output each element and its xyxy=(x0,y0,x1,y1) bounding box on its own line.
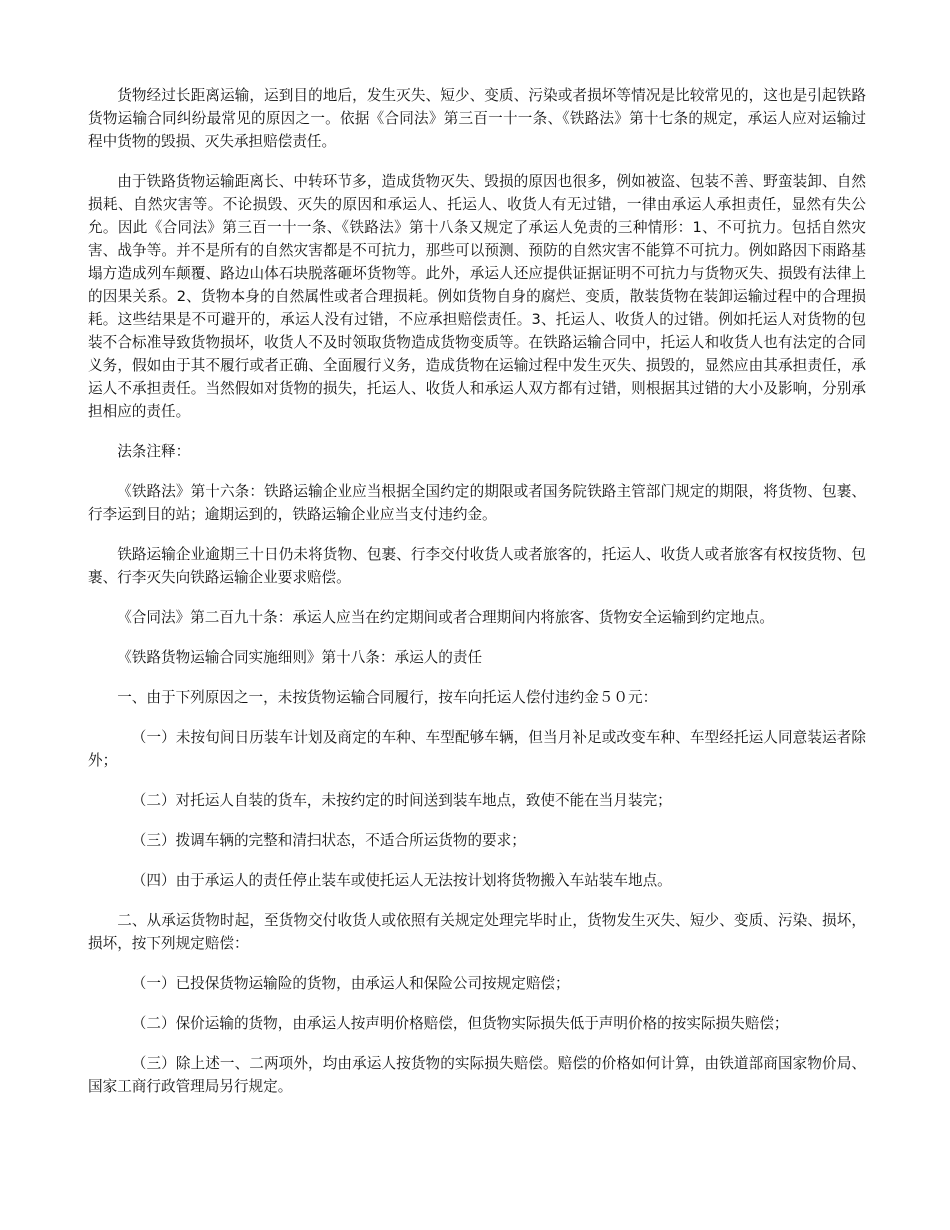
paragraph-railway-law-16-cont: 铁路运输企业逾期三十日仍未将货物、包裹、行李交付收货人或者旅客的，托运人、收货人或者旅客有权按货物、包裹、行李灭失向铁路运输企业要求赔偿。 xyxy=(88,546,866,586)
paragraph-rules-18-item-2: 二、从承运货物时起，至货物交付收货人或依照有关规定处理完毕时止，货物发生灭失、短少、变质、污染、损坏，损坏，按下列规定赔偿： xyxy=(88,912,866,952)
paragraph-rules-18-item-1-4: （四）由于承运人的责任停止装车或使托运人无法按计划将货物搬入车站装车地点。 xyxy=(131,872,672,889)
paragraph-rules-18-item-2-2: （二）保价运输的货物，由承运人按声明价格赔偿，但货物实际损失低于声明价格的按实际损失赔偿； xyxy=(131,1015,789,1032)
paragraph-rules-18-item-2-3: （三）除上述一、二两项外，均由承运人按货物的实际损失赔偿。赔偿的价格如何计算，由铁道部商国家物价局、国家工商行政管理局另行规定。 xyxy=(88,1055,866,1095)
paragraph-rules-18-item-2-1: （一）已投保货物运输险的货物，由承运人和保险公司按规定赔偿； xyxy=(131,975,570,992)
paragraph-rules-18-item-1-2: （二）对托运人自装的货车，未按约定的时间送到装车地点，致使不能在当月装完； xyxy=(131,792,672,809)
paragraph-notes-heading: 法条注释： xyxy=(117,443,191,460)
paragraph-rules-18-heading: 《铁路货物运输合同实施细则》第十八条：承运人的责任 xyxy=(117,649,483,666)
paragraph-intro: 货物经过长距离运输，运到目的地后，发生灭失、短少、变质、污染或者损坏等情况是比较常见的，这也是引起铁路货物运输合同纠纷最常见的原因之一。依据《合同法》第三百一十一条、《铁路法》第十七条的规定，承运人应对运输过程中货物的毁损、灭失承担赔偿责任。 xyxy=(88,87,866,150)
paragraph-exemptions: 由于铁路货物运输距离长、中转环节多，造成货物灭失、毁损的原因也很多，例如被盗、包装不善、野蛮装卸、自然损耗、自然灾害等。不论损毁、灭失的原因和承运人、托运人、收货人有无过错，一律由承运人承担责任，显然有失公允。因此《合同法》第三百一十一条、《铁路法》第十八条又规定了承运人免责的三种情形：1、不可抗力。包括自然灾害、战争等。并不是所有的自然灾害都是不可抗力，那些可以预测、预防的自然灾害不能算不可抗力。例如路因下雨路基塌方造成列车颠覆、路边山体石块脱落砸坏货物等。此外，承运人还应提供证据证明不可抗力与货物灭失、损毁有法律上的因果关系。2、货物本身的自然属性或者合理损耗。例如货物自身的腐烂、变质，散装货物在装卸运输过程中的合理损耗。这些结果是不可避开的，承运人没有过错，不应承担赔偿责任。3、托运人、收货人的过错。例如托运人对货物的包装不合标准导致货物损坏，收货人不及时领取货物造成货物变质等。在铁路运输合同中，托运人和收货人也有法定的合同义务，假如由于其不履行或者正确、全面履行义务，造成货物在运输过程中发生灭失、损毁的，显然应由其承担责任，承运人不承担责任。当然假如对货物的损失，托运人、收货人和承运人双方都有过错，则根据其过错的大小及影响，分别承担相应的责任。 xyxy=(88,173,866,420)
paragraph-contract-law-290: 《合同法》第二百九十条：承运人应当在约定期间或者合理期间内将旅客、货物安全运输到约定地点。 xyxy=(117,609,774,626)
paragraph-rules-18-item-1-1: （一）未按旬间日历装车计划及商定的车种、车型配够车辆，但当月补足或改变车种、车型经托运人同意装运者除外； xyxy=(88,729,866,769)
paragraph-rules-18-item-1-3: （三）拨调车辆的完整和清扫状态，不适合所运货物的要求； xyxy=(131,832,526,849)
paragraph-railway-law-16: 《铁路法》第十六条：铁路运输企业应当根据全国约定的期限或者国务院铁路主管部门规定的期限，将货物、包裹、行李运到目的站；逾期运到的，铁路运输企业应当支付违约金。 xyxy=(88,483,866,523)
document-page xyxy=(88,84,866,1098)
paragraph-rules-18-item-1: 一、由于下列原因之一，未按货物运输合同履行，按车向托运人偿付违约金５０元： xyxy=(117,689,658,706)
